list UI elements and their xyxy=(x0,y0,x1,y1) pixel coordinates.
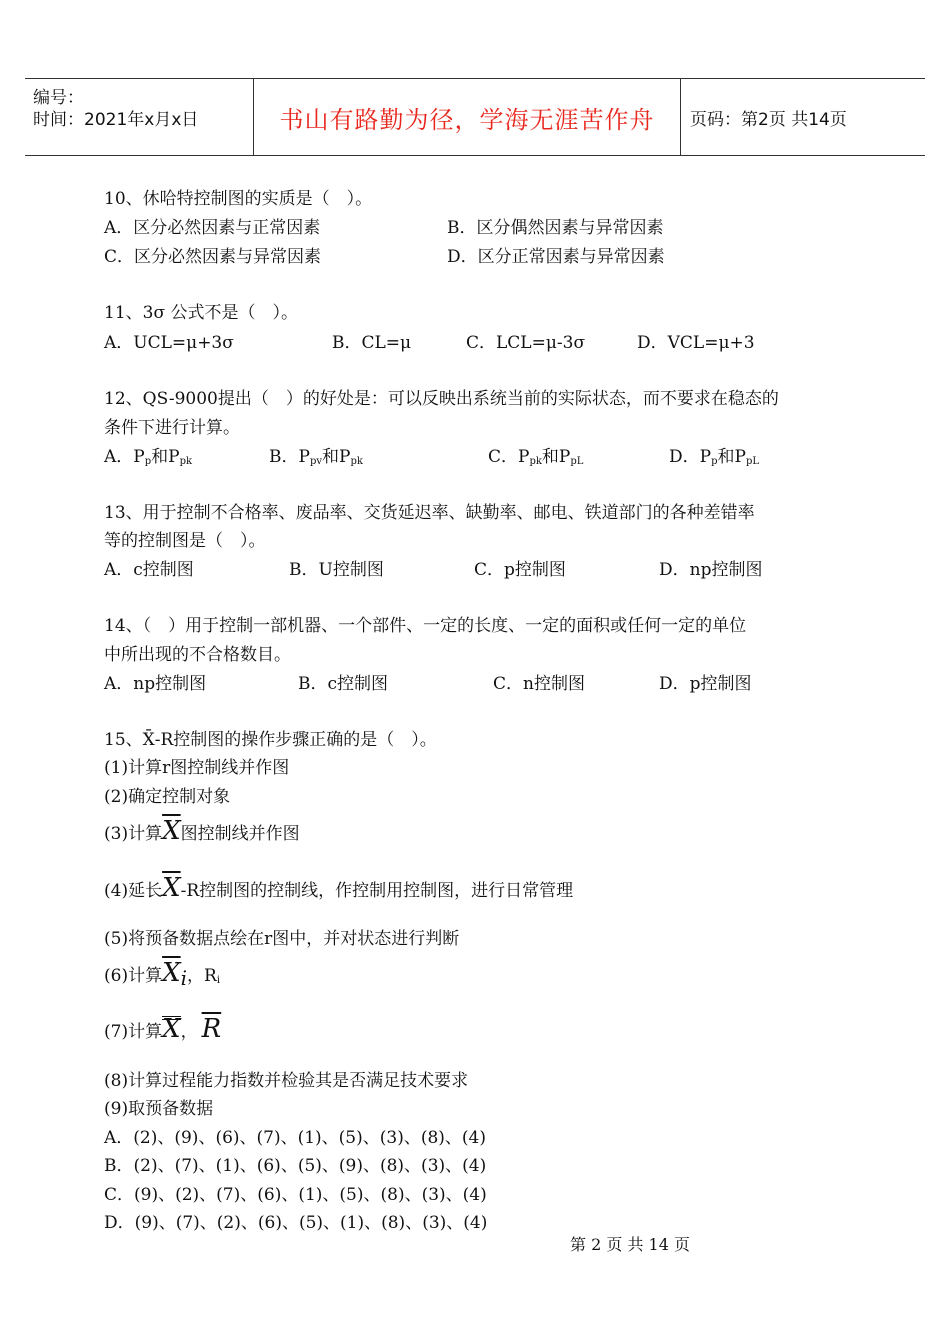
question-15-step-7 xyxy=(104,1014,221,1044)
question-12-option-a xyxy=(104,442,192,467)
option-b-sub2: pk xyxy=(350,456,363,467)
question-15-step-6 xyxy=(104,958,220,990)
question-15-step-5: (5)将预备数据点绘在r图中，并对状态进行判断 xyxy=(104,929,460,949)
option-a-sub2: pk xyxy=(179,456,193,467)
question-14-option-a: A．np控制图 xyxy=(104,674,207,694)
step-6-prefix: (6)计算 xyxy=(104,966,163,986)
subscript-i: i xyxy=(180,966,188,990)
question-12-option-d xyxy=(669,442,759,467)
r-subscript: i xyxy=(216,975,221,986)
question-15-step-9: (9)取预备数据 xyxy=(104,1099,214,1119)
question-10-option-b: B．区分偶然因素与异常因素 xyxy=(447,218,664,238)
step-7-prefix: (7)计算 xyxy=(104,1022,163,1042)
question-10-option-d: D．区分正常因素与异常因素 xyxy=(447,247,665,267)
header-page-cell xyxy=(680,79,925,155)
question-12-stem-line1: 12、QS-9000提出（ ）的好处是：可以反映出系统当前的实际状态，而不要求在稳态的 xyxy=(104,389,779,409)
question-15-step-2: (2)确定控制对象 xyxy=(104,787,231,807)
question-10-option-c: C．区分必然因素与异常因素 xyxy=(104,247,322,267)
x-double-bar-symbol: X xyxy=(162,1014,181,1044)
option-d-sub1: p xyxy=(711,456,718,467)
question-11-option-c: C．LCL=μ-3σ xyxy=(466,333,586,353)
page-header xyxy=(25,78,925,156)
option-a-mid: 和P xyxy=(151,447,180,467)
question-13-option-d: D．np控制图 xyxy=(659,560,763,580)
question-14-option-b: B．c控制图 xyxy=(298,674,389,694)
question-14-stem-line2: 中所出现的不合格数目。 xyxy=(104,645,291,665)
x-bar-symbol: $\overline{X}$ xyxy=(162,873,181,903)
x-bar-symbol: $\overline{X}$ xyxy=(162,816,181,846)
step-4-prefix: (4)延长 xyxy=(104,881,163,901)
question-13-stem-line1: 13、用于控制不合格率、废品率、交货延迟率、缺勤率、邮电、铁道部门的各种差错率 xyxy=(104,503,755,523)
question-15-option-c: C．(9)、(2)、(7)、(6)、(1)、(5)、(8)、(3)、(4) xyxy=(104,1185,487,1205)
question-15-step-4 xyxy=(104,873,573,903)
option-c-mid: 和P xyxy=(541,447,571,467)
header-motto-cell xyxy=(253,79,681,155)
question-10-option-a: A．区分必然因素与正常因素 xyxy=(104,218,321,238)
x-bar-symbol: $\overline{X}$ xyxy=(162,958,181,988)
option-a-sub1: p xyxy=(144,456,152,467)
question-11-option-a: A．UCL=μ+3σ xyxy=(104,333,234,353)
step-7-separator: ， xyxy=(180,1022,198,1042)
question-15-step-3 xyxy=(104,816,300,846)
question-15-step-1: (1)计算r图控制线并作图 xyxy=(104,758,290,778)
question-11-option-d: D．VCL=μ+3 xyxy=(637,333,755,353)
question-15-option-b: B．(2)、(7)、(1)、(6)、(5)、(9)、(8)、(3)、(4) xyxy=(104,1156,487,1176)
question-14-option-d: D．p控制图 xyxy=(659,674,752,694)
r-bar-symbol: $\overline{R}$ xyxy=(201,1014,222,1044)
question-11-option-b: B．CL=μ xyxy=(332,333,412,353)
question-11-stem: 11、3σ 公式不是（ ）。 xyxy=(104,303,298,323)
option-d-text: D．P xyxy=(669,447,712,467)
option-b-mid: 和P xyxy=(322,447,351,467)
step-4-suffix: -R控制图的控制线，作控制用控制图，进行日常管理 xyxy=(180,881,574,901)
question-10-stem: 10、休哈特控制图的实质是（ ）。 xyxy=(104,189,373,209)
motto: 书山有路勤为径，学海无涯苦作舟 xyxy=(279,105,655,134)
question-15-stem: 15、X̄-R控制图的操作步骤正确的是（ ）。 xyxy=(104,730,437,750)
option-b-text: B．P xyxy=(269,447,310,467)
question-13-stem-line2: 等的控制图是（ ）。 xyxy=(104,531,266,551)
question-15-option-a: A．(2)、(9)、(6)、(7)、(1)、(5)、(3)、(8)、(4) xyxy=(104,1128,487,1148)
question-12-option-b xyxy=(269,442,363,467)
option-c-sub1: pk xyxy=(529,456,542,467)
question-12-option-c xyxy=(488,442,583,467)
question-12-stem-line2: 条件下进行计算。 xyxy=(104,418,240,438)
question-13-option-c: C．p控制图 xyxy=(474,560,566,580)
option-c-text: C．P xyxy=(488,447,530,467)
page-footer: 第 2 页 共 14 页 xyxy=(570,1235,690,1254)
step-3-prefix: (3)计算 xyxy=(104,824,163,844)
option-d-sub2: pL xyxy=(745,456,759,467)
page-info: 页码：第2页 共14页 xyxy=(690,109,847,130)
option-d-mid: 和P xyxy=(717,447,746,467)
header-meta xyxy=(25,79,253,155)
question-13-option-a: A．c控制图 xyxy=(104,560,194,580)
time-label: 时间：2021年x月x日 xyxy=(33,110,199,130)
question-14-stem-line1: 14、（ ）用于控制一部机器、一个部件、一定的长度、一定的面积或任何一定的单位 xyxy=(104,616,747,636)
question-13-option-b: B．U控制图 xyxy=(289,560,384,580)
question-15-option-d: D．(9)、(7)、(2)、(6)、(5)、(1)、(8)、(3)、(4) xyxy=(104,1213,488,1233)
option-c-sub2: pL xyxy=(570,456,584,467)
step-3-suffix: 图控制线并作图 xyxy=(180,824,300,844)
option-a-text: A．P xyxy=(104,447,145,467)
number-label: 编号： xyxy=(33,88,84,108)
option-b-sub1: pv xyxy=(309,456,322,467)
question-14-option-c: C．n控制图 xyxy=(493,674,585,694)
question-15-step-8: (8)计算过程能力指数并检验其是否满足技术要求 xyxy=(104,1071,469,1091)
step-6-suffix: ，R xyxy=(187,966,217,986)
